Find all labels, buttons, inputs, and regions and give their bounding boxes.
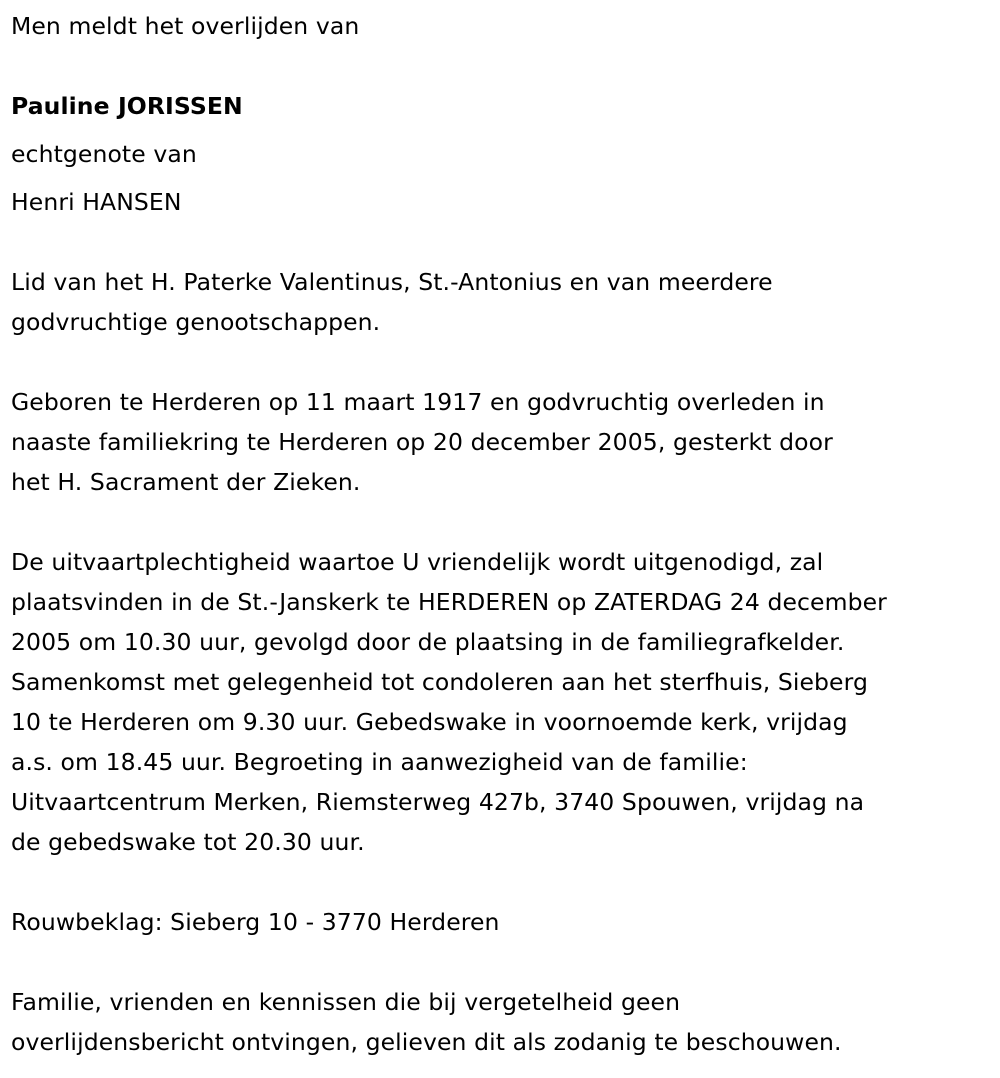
funeral-line: Samenkomst met gelegenheid tot condoleren aan het sterfhuis, Sieberg — [11, 668, 868, 696]
funeral-line: de gebedswake tot 20.30 uur. — [11, 828, 365, 856]
funeral-line: Uitvaartcentrum Merken, Riemsterweg 427b, 3740 Spouwen, vrijdag na — [11, 788, 865, 816]
funeral-line: plaatsvinden in de St.-Janskerk te HERDEREN op ZATERDAG 24 december — [11, 588, 887, 616]
closing-line: overlijdensbericht ontvingen, gelieven dit als zodanig te beschouwen. — [11, 1028, 842, 1056]
funeral-line: a.s. om 18.45 uur. Begroeting in aanwezigheid van de familie: — [11, 748, 748, 776]
mourning-address: Rouwbeklag: Sieberg 10 - 3770 Herderen — [11, 908, 500, 936]
closing-line: Familie, vrienden en kennissen die bij vergetelheid geen — [11, 988, 681, 1016]
relation-text: echtgenote van — [11, 140, 197, 168]
deceased-name: Pauline JORISSEN — [11, 92, 243, 120]
funeral-line: De uitvaartplechtigheid waartoe U vriendelijk wordt uitgenodigd, zal — [11, 548, 824, 576]
membership-line: godvruchtige genootschappen. — [11, 308, 381, 336]
membership-line: Lid van het H. Paterke Valentinus, St.-Antonius en van meerdere — [11, 268, 773, 296]
spouse-name: Henri HANSEN — [11, 188, 182, 216]
birth-death-line: het H. Sacrament der Zieken. — [11, 468, 361, 496]
funeral-line: 10 te Herderen om 9.30 uur. Gebedswake in voornoemde kerk, vrijdag — [11, 708, 848, 736]
birth-death-line: naaste familiekring te Herderen op 20 december 2005, gesterkt door — [11, 428, 833, 456]
birth-death-line: Geboren te Herderen op 11 maart 1917 en godvruchtig overleden in — [11, 388, 825, 416]
funeral-line: 2005 om 10.30 uur, gevolgd door de plaatsing in de familiegrafkelder. — [11, 628, 845, 656]
intro-text: Men meldt het overlijden van — [11, 12, 360, 40]
